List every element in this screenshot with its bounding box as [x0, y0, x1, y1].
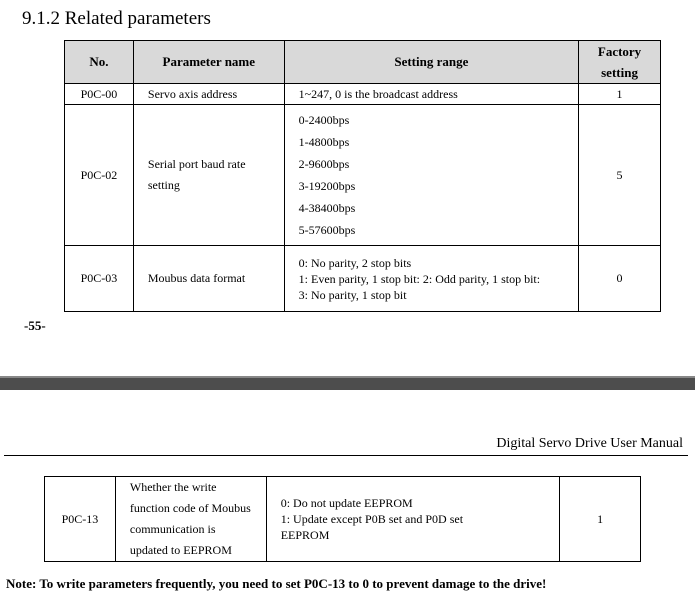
- param-name-line: setting: [147, 178, 180, 192]
- header-rule: [4, 455, 688, 456]
- param-name-line: function code of Moubus: [129, 501, 251, 515]
- baud-option: 3-19200bps: [298, 179, 356, 193]
- param-factory: 5: [579, 105, 661, 246]
- param-name: Moubus data format: [133, 246, 284, 312]
- param-factory: 0: [579, 246, 661, 312]
- param-range: [266, 477, 559, 562]
- param-name-line: updated to EEPROM: [129, 543, 232, 557]
- parameter-table-continued: [44, 476, 641, 562]
- header-factory-line2: setting: [601, 65, 638, 80]
- header-no: No.: [65, 41, 134, 84]
- eeprom-option: 1: Update except P0B set and P0D set: [280, 512, 464, 526]
- param-name-line: communication is: [129, 522, 216, 536]
- param-no: P0C-02: [65, 105, 134, 246]
- table-header-row: [65, 41, 661, 84]
- header-parameter-name: Parameter name: [133, 41, 284, 84]
- header-factory-setting: [579, 41, 661, 84]
- param-factory: 1: [579, 84, 661, 105]
- header-setting-range: Setting range: [284, 41, 578, 84]
- eeprom-option: EEPROM: [280, 528, 330, 542]
- param-range: [284, 105, 578, 246]
- param-name-line: Whether the write: [129, 480, 217, 494]
- parameter-table: [64, 40, 661, 312]
- eeprom-option: 0: Do not update EEPROM: [280, 496, 413, 510]
- format-option: 0: No parity, 2 stop bits: [298, 255, 412, 270]
- param-name: [115, 477, 266, 562]
- param-no: P0C-00: [65, 84, 134, 105]
- header-factory-line1: Factory: [597, 44, 642, 59]
- param-name: [133, 105, 284, 246]
- baud-option: 2-9600bps: [298, 157, 350, 171]
- page-divider-highlight: [0, 376, 695, 378]
- param-no: P0C-03: [65, 246, 134, 312]
- baud-option: 0-2400bps: [298, 113, 350, 127]
- table-row: [45, 477, 641, 562]
- table-row: [65, 84, 661, 105]
- warning-note: Note: To write parameters frequently, you need to set P0C-13 to 0 to prevent damage to the drive!: [6, 576, 547, 591]
- table-row: [65, 105, 661, 246]
- param-name: Servo axis address: [133, 84, 284, 105]
- param-factory: 1: [560, 477, 641, 562]
- format-option: 1: Even parity, 1 stop bit: 2: Odd parity, 1 stop bit:: [298, 271, 541, 286]
- section-heading: 9.1.2 Related parameters: [22, 8, 211, 29]
- format-option: 3: No parity, 1 stop bit: [298, 287, 407, 302]
- baud-option: 1-4800bps: [298, 135, 350, 149]
- param-range: 1~247, 0 is the broadcast address: [284, 84, 578, 105]
- table-row: [65, 246, 661, 312]
- param-name-line: Serial port baud rate: [147, 157, 246, 171]
- baud-option: 4-38400bps: [298, 201, 356, 215]
- param-no: P0C-13: [45, 477, 116, 562]
- param-range: [284, 246, 578, 312]
- page-divider: [0, 376, 695, 390]
- baud-option: 5-57600bps: [298, 223, 356, 237]
- page-number: -55-: [24, 318, 46, 333]
- running-header: Digital Servo Drive User Manual: [496, 436, 683, 451]
